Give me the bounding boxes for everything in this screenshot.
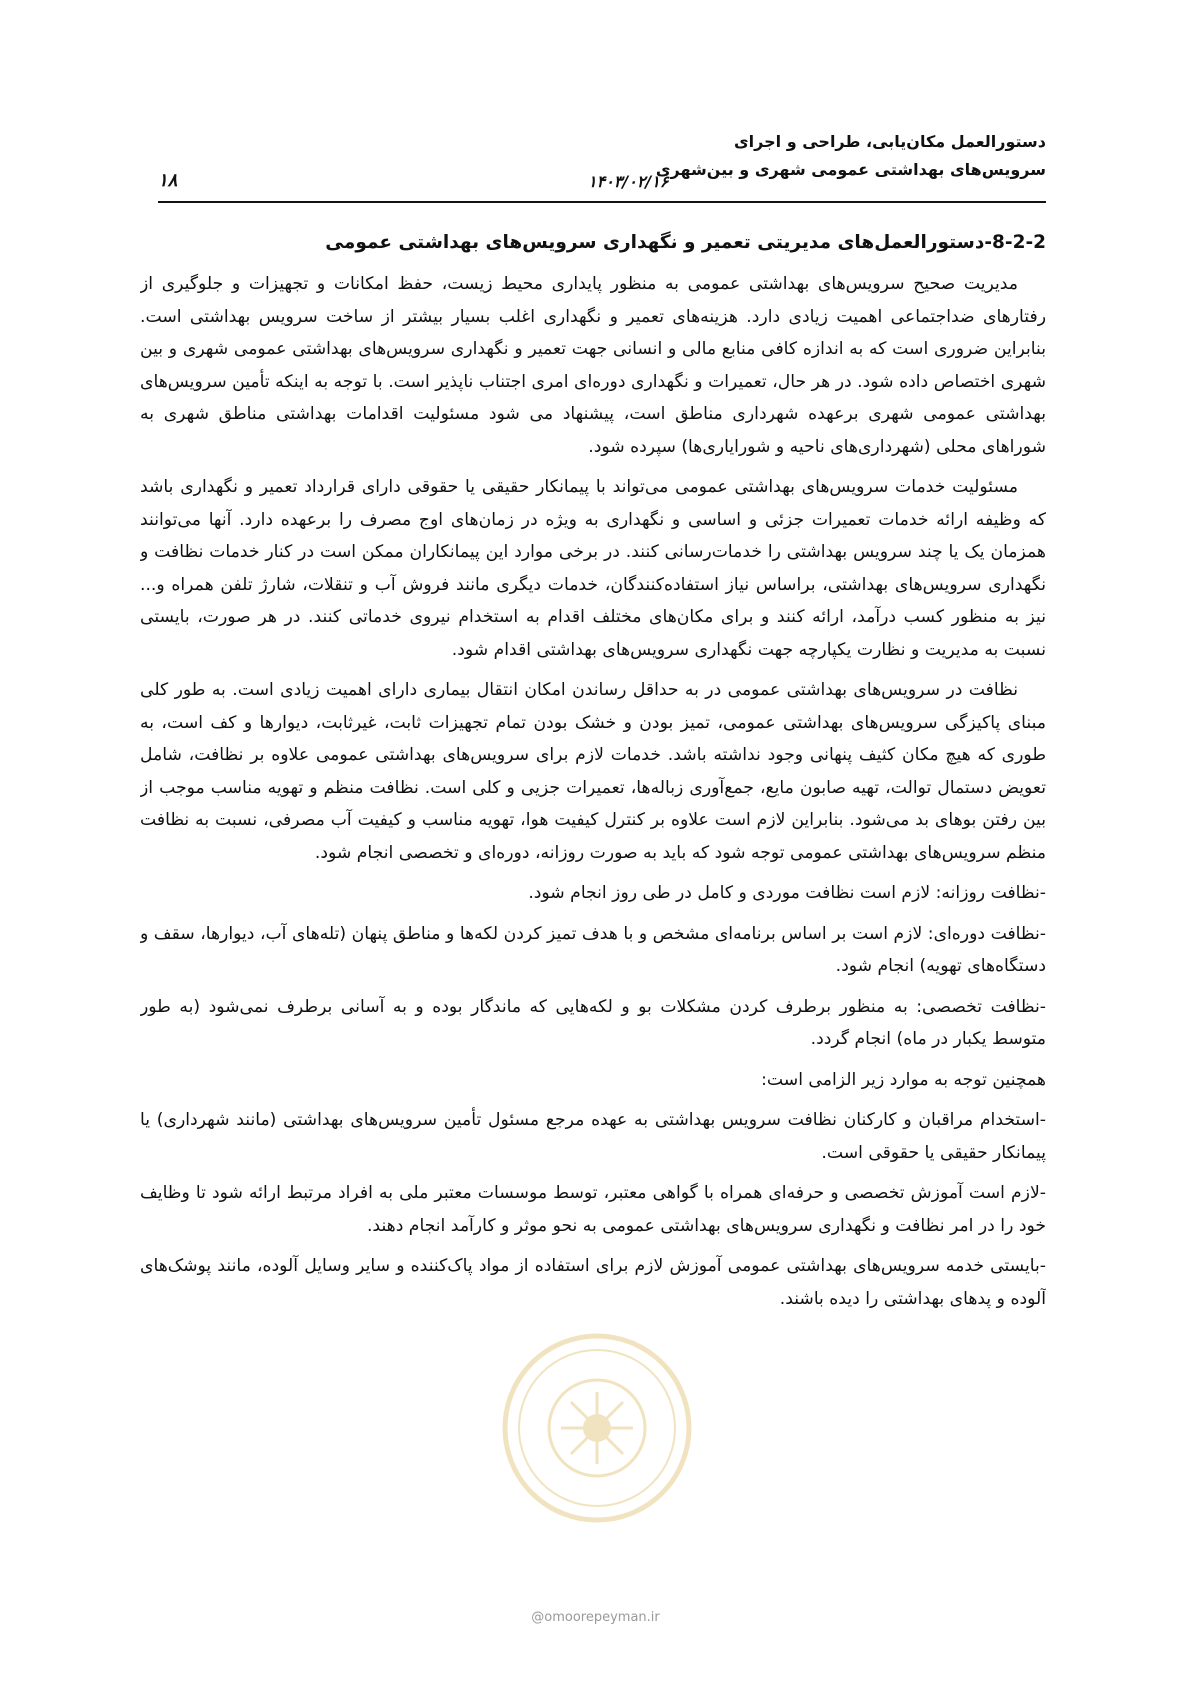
document-date: ۱۴۰۳/۰۲/۱۶ [588,172,669,191]
document-title-line2: سرویس‌های بهداشتی عمومی شهری و بین‌شهری [655,160,1046,179]
list-item: -بایستی خدمه سرویس‌های بهداشتی عمومی آموزش لازم برای استفاده از مواد پاک‌کننده و سایر وسایل آلوده، مانند پوشک‌های آلوده و پدهای بهداشتی را دیده باشند. [140,1256,1046,1309]
list-item: -لازم است آموزش تخصصی و حرفه‌ای همراه با گواهی معتبر، توسط موسسات معتبر ملی به افراد مرتبط ارائه شود تا وظایف خود را در امر نظافت و نگهداری سرویس‌های بهداشتی عمومی به نحو موثر و کارآمد انجام دهند. [140,1183,1046,1236]
watermark-site: @omoorepeyman.ir [531,1610,660,1625]
document-title [656,128,1046,184]
requirements-intro: همچنین توجه به موارد زیر الزامی است: [761,1069,1046,1090]
paragraph: نظافت در سرویس‌های بهداشتی عمومی در به حداقل رساندن امکان انتقال بیماری دارای اهمیت زیادی است. به طور کلی مبنای پاکیزگی سرویس‌های بهداشتی عمومی، تمیز بودن و خشک بودن تمام تجهیزات ثابت، غیرثابت، دیوارها و کف است، به طوری که هیچ مکان کثیف پنهانی وجود نداشته باشد. خدمات لازم برای سرویس‌های بهداشتی عمومی علاوه بر نظافت، شامل تعویض دستمال توالت، تهیه صابون مایع، جمع‌آوری زباله‌ها، تعمیرات جزیی و کلی است. نظافت منظم و تهویه مناسب موجب از بین رفتن بوهای بد می‌شود. بنابراین لازم است علاوه بر کنترل کیفیت هوا، تهویه مناسب و کیفیت آب مصرفی، نسبت به نظافت منظم سرویس‌های بهداشتی عمومی توجه شود که باید به صورت روزانه، دوره‌ای و تخصصی انجام شود. [140,680,1046,863]
list-item: -استخدام مراقبان و کارکنان نظافت سرویس بهداشتی به عهده مرجع مسئول تأمین سرویس‌های بهداشتی (مانند شهرداری) یا پیمانکار حقیقی یا حقوقی است. [140,1110,1046,1163]
watermark-seal-icon [497,1328,697,1528]
page-number: ۱۸ [158,170,178,191]
section-heading: 8-2-2-دستورالعمل‌های مدیریتی تعمیر و نگهداری سرویس‌های بهداشتی عمومی [325,232,1046,253]
paragraph: مسئولیت خدمات سرویس‌های بهداشتی عمومی می‌تواند با پیمانکار حقیقی یا حقوقی دارای قرارداد تعمیر و نگهداری باشد که وظیفه ارائه خدمات تعمیرات جزئی و اساسی و نگهداری به ویژه در زمان‌های اوج مصرف را برعهده دارد. آنها می‌توانند همزمان یک یا چند سرویس بهداشتی را خدمات‌رسانی کنند. در برخی موارد این پیمانکاران ممکن است در کنار خدمات نظافت و نگهداری سرویس‌های بهداشتی، براساس نیاز استفاده‌کنندگان، خدمات دیگری مانند فروش آب و تنقلات، شارژ تلفن همراه و... نیز به منظور کسب درآمد، ارائه کنند و برای مکان‌های مختلف اقدام به استخدام نیروی خدماتی کنند. در هر صورت، بایستی نسبت به مدیریت و نظارت یکپارچه جهت نگهداری سرویس‌های بهداشتی اقدام شود. [140,477,1046,660]
document-title-line1: دستورالعمل مکان‌یابی، طراحی و اجرای [734,132,1046,151]
list-item: -نظافت تخصصی: به منظور برطرف کردن مشکلات بو و لکه‌هایی که ماندگار بوده و به آسانی برطرف نمی‌شود (به طور متوسط یکبار در ماه) انجام گردد. [140,996,1046,1049]
paragraph: مدیریت صحیح سرویس‌های بهداشتی عمومی به منظور پایداری محیط زیست، حفظ امکانات و تجهیزات و جلوگیری از رفتارهای ضداجتماعی اهمیت زیادی دارد. هزینه‌های تعمیر و نگهداری اغلب بسیار بیشتر از ساخت سرویس بهداشتی است. بنابراین ضروری است که به اندازه کافی منابع مالی و انسانی جهت تعمیر و نگهداری سرویس‌های بهداشتی عمومی شهری و بین شهری اختصاص داده شود. در هر حال، تعمیرات و نگهداری دوره‌ای امری اجتناب ناپذیر است. با توجه به اینکه تأمین سرویس‌های بهداشتی عمومی شهری برعهده شهرداری مناطق است، پیشنهاد می شود مسئولیت اقدامات بهداشتی مناطق شهری به شوراهای محلی (شهرداری‌های ناحیه و شورایاری‌ها) سپرده شود. [140,274,1046,457]
header-divider [158,201,1046,203]
page-header [158,128,1046,202]
list-item: -نظافت دوره‌ای: لازم است بر اساس برنامه‌ای مشخص و با هدف تمیز کردن لکه‌ها و مناطق پنهان (تله‌های آب، دیوارها، سقف و دستگاه‌های تهویه) انجام شود. [140,923,1046,976]
list-item: -نظافت روزانه: لازم است نظافت موردی و کامل در طی روز انجام شود. [528,883,1046,903]
